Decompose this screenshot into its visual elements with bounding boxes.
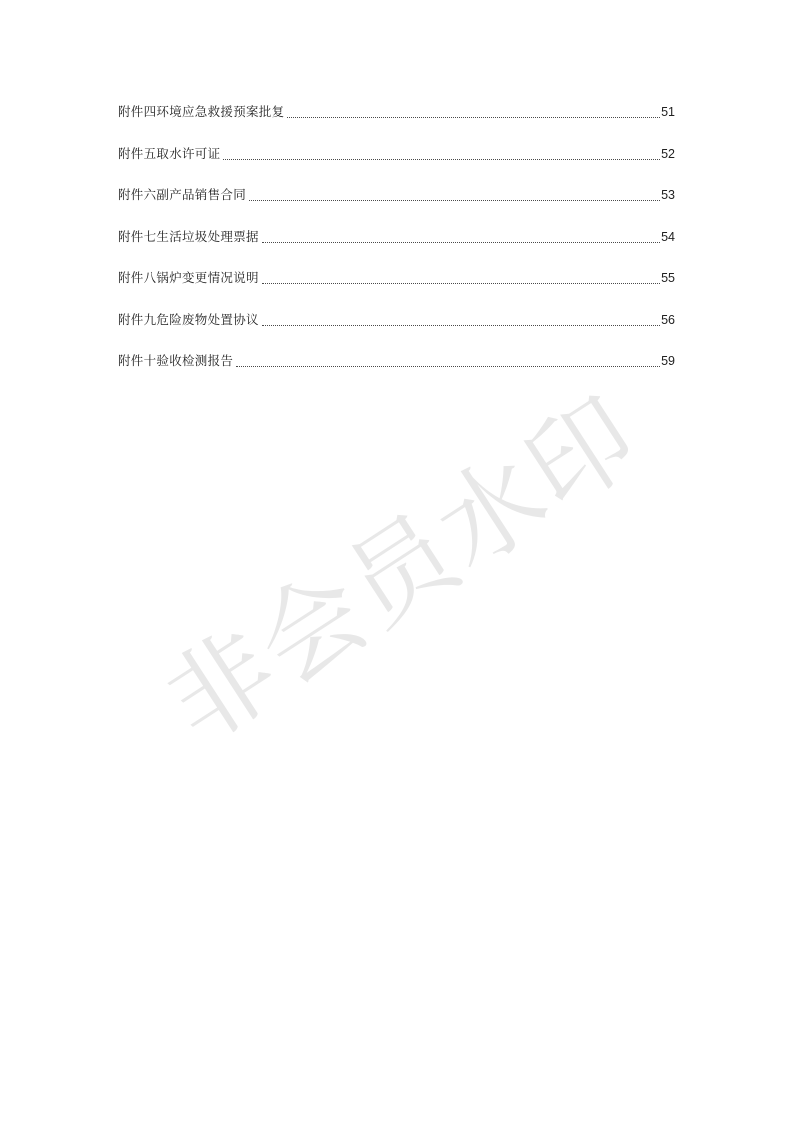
toc-entry-page: 56 [661, 312, 675, 327]
toc-entry-page: 52 [661, 146, 675, 161]
toc-entry-title: 附件七生活垃圾处理票据 [118, 229, 259, 244]
toc-dot-leader [236, 366, 660, 367]
toc-entry[interactable] [118, 104, 675, 121]
toc-dot-leader [262, 325, 660, 326]
toc-dot-leader [223, 159, 660, 160]
toc-entry-page: 59 [661, 354, 675, 368]
toc-dot-leader [262, 242, 660, 243]
toc-entry-page: 55 [661, 271, 675, 285]
toc-entry-page: 54 [661, 229, 675, 244]
toc-entry-title: 附件八锅炉变更情况说明 [118, 271, 259, 285]
toc-entry-title: 附件十验收检测报告 [118, 354, 234, 368]
toc-entry[interactable] [118, 187, 675, 204]
table-of-contents [118, 104, 675, 395]
toc-entry[interactable] [118, 146, 675, 163]
toc-entry-title: 附件四环境应急救援预案批复 [118, 105, 285, 119]
watermark-text: 非会员水印 [147, 376, 660, 765]
toc-entry[interactable] [118, 229, 675, 246]
toc-dot-leader [262, 283, 660, 284]
toc-entry-title: 附件九危险废物处置协议 [118, 312, 259, 327]
toc-entry[interactable] [118, 353, 675, 370]
toc-dot-leader [249, 200, 660, 201]
toc-entry[interactable] [118, 312, 675, 329]
toc-entry-page: 51 [661, 105, 675, 119]
toc-entry-title: 附件六副产品销售合同 [118, 188, 247, 202]
toc-entry[interactable] [118, 270, 675, 287]
toc-dot-leader [287, 117, 660, 118]
toc-entry-page: 53 [661, 188, 675, 202]
toc-entry-title: 附件五取水许可证 [118, 146, 221, 161]
